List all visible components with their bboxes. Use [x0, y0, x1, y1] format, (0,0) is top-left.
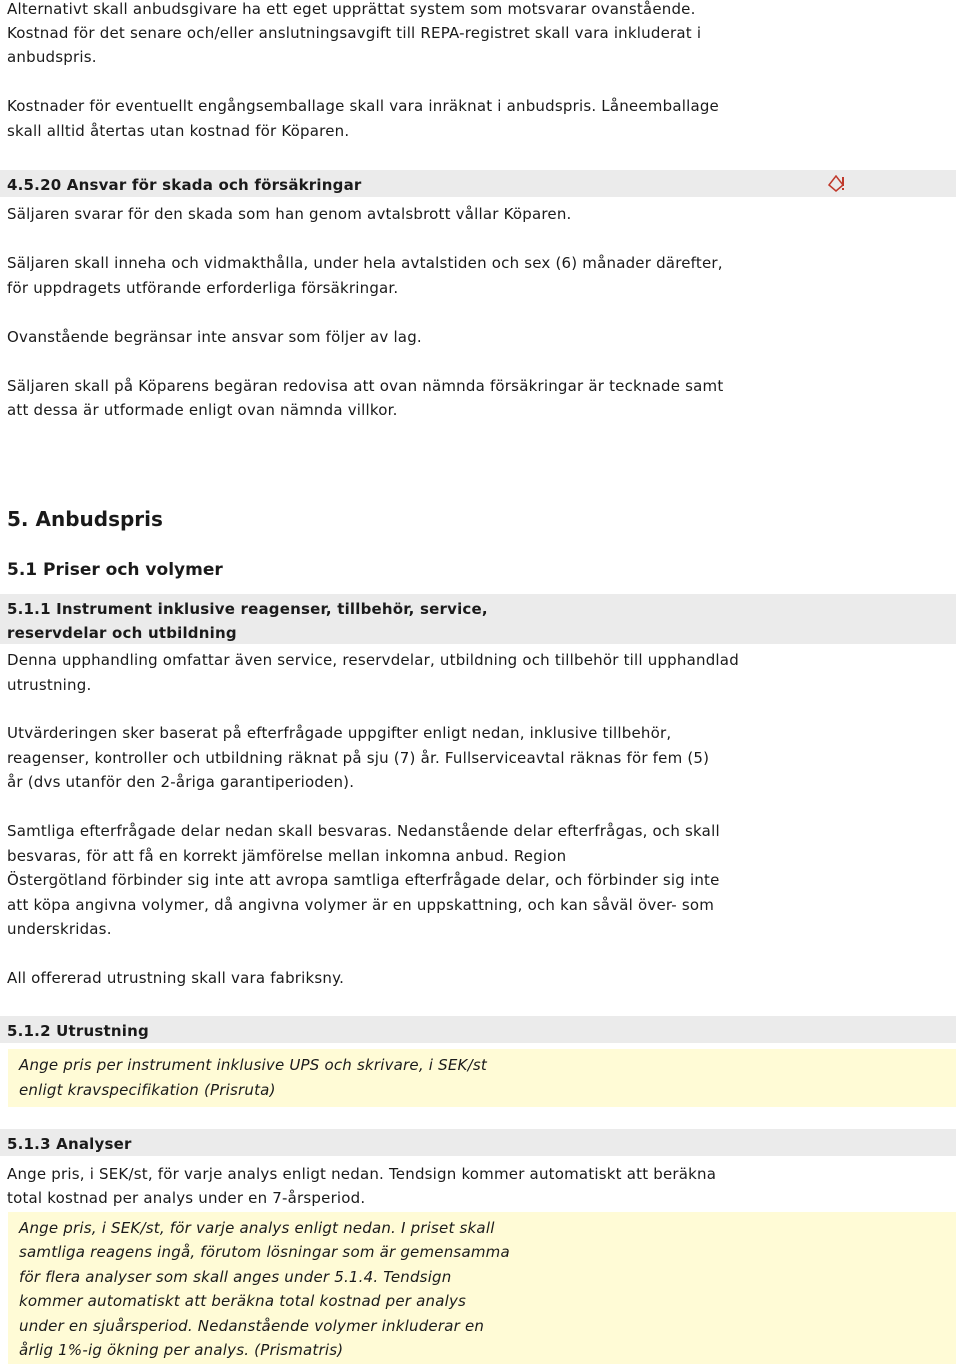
liability-line-4: Ovanstående begränsar inte ansvar som följer av lag. — [7, 328, 422, 346]
paragraph-line: Samtliga efterfrågade delar nedan skall besvaras. Nedanstående delar efterfrågas, och skall — [7, 822, 720, 840]
note-line: samtliga reagens ingå, förutom lösningar som är gemensamma — [19, 1243, 510, 1261]
price-input-note-equipment[interactable] — [8, 1049, 956, 1107]
intro-line-3: anbudspris. — [7, 48, 97, 66]
heading-bar-5-1-3 — [0, 1129, 956, 1156]
paragraph-line: underskridas. — [7, 920, 112, 938]
note-line: kommer automatiskt att beräkna total kostnad per analys — [19, 1292, 467, 1310]
price-matrix-note-analyses[interactable] — [8, 1212, 956, 1364]
note-line: Ange pris, i SEK/st, för varje analys enligt nedan. I priset skall — [19, 1219, 495, 1237]
paragraph-line: Ange pris, i SEK/st, för varje analys enligt nedan. Tendsign kommer automatiskt att beräkna — [7, 1165, 717, 1183]
section-heading-5: 5. Anbudspris — [7, 507, 163, 531]
note-line: årlig 1%-ig ökning per analys. (Prismatris) — [19, 1341, 344, 1359]
warning-triangle-icon[interactable] — [826, 175, 848, 193]
paragraph-line: besvaras, för att få en korrekt jämförelse mellan inkomna anbud. Region — [7, 847, 567, 865]
paragraph-line: All offererad utrustning skall vara fabriksny. — [7, 969, 345, 987]
intro-line-4: Kostnader för eventuellt engångsemballage skall vara inräknat i anbudspris. Låneemballage — [7, 97, 719, 115]
section-heading-5-1-2: 5.1.2 Utrustning — [7, 1022, 149, 1040]
note-line: Ange pris per instrument inklusive UPS och skrivare, i SEK/st — [19, 1056, 487, 1074]
intro-line-2: Kostnad för det senare och/eller anslutningsavgift till REPA-registret skall vara inkluderat i — [7, 24, 702, 42]
paragraph-line: att köpa angivna volymer, då angivna volymer är en uppskattning, och kan såväl över- som — [7, 896, 715, 914]
paragraph-line: reagenser, kontroller och utbildning räknat på sju (7) år. Fullserviceavtal räknas för fem (5) — [7, 749, 710, 767]
intro-line-5: skall alltid återtas utan kostnad för Köparen. — [7, 122, 350, 140]
paragraph-line: total kostnad per analys under en 7-årsperiod. — [7, 1189, 366, 1207]
note-line: enligt kravspecifikation (Prisruta) — [19, 1081, 276, 1099]
paragraph-line: Östergötland förbinder sig inte att avropa samtliga efterfrågade delar, och förbinder sig inte — [7, 871, 720, 889]
liability-line-1: Säljaren svarar för den skada som han genom avtalsbrott vållar Köparen. — [7, 205, 572, 223]
paragraph-line: år (dvs utanför den 2-åriga garantiperioden). — [7, 773, 355, 791]
section-heading-5-1-3: 5.1.3 Analyser — [7, 1135, 132, 1153]
paragraph-line: Utvärderingen sker baserat på efterfrågade uppgifter enligt nedan, inklusive tillbehör, — [7, 724, 672, 742]
note-line: under en sjuårsperiod. Nedanstående volymer inkluderar en — [19, 1317, 485, 1335]
liability-line-5: Säljaren skall på Köparens begäran redovisa att ovan nämnda försäkringar är tecknade samt — [7, 377, 724, 395]
section-heading-5-1: 5.1 Priser och volymer — [7, 560, 223, 580]
liability-line-3: för uppdragets utförande erforderliga försäkringar. — [7, 279, 399, 297]
section-heading-5-1-1-line-1: 5.1.1 Instrument inklusive reagenser, tillbehör, service, — [7, 600, 488, 618]
liability-line-6: att dessa är utformade enligt ovan nämnda villkor. — [7, 401, 398, 419]
paragraph-line: Denna upphandling omfattar även service, reservdelar, utbildning och tillbehör till upphandlad — [7, 651, 739, 669]
liability-line-2: Säljaren skall inneha och vidmakthålla, under hela avtalstiden och sex (6) månader därefter, — [7, 254, 723, 272]
section-heading-4-5-20: 4.5.20 Ansvar för skada och försäkringar — [7, 176, 362, 194]
intro-line-1: Alternativt skall anbudsgivare ha ett eget upprättat system som motsvarar ovanstående. — [7, 0, 696, 18]
section-heading-5-1-1-line-2: reservdelar och utbildning — [7, 624, 237, 642]
note-line: för flera analyser som skall anges under 5.1.4. Tendsign — [19, 1268, 452, 1286]
paragraph-line: utrustning. — [7, 676, 92, 694]
